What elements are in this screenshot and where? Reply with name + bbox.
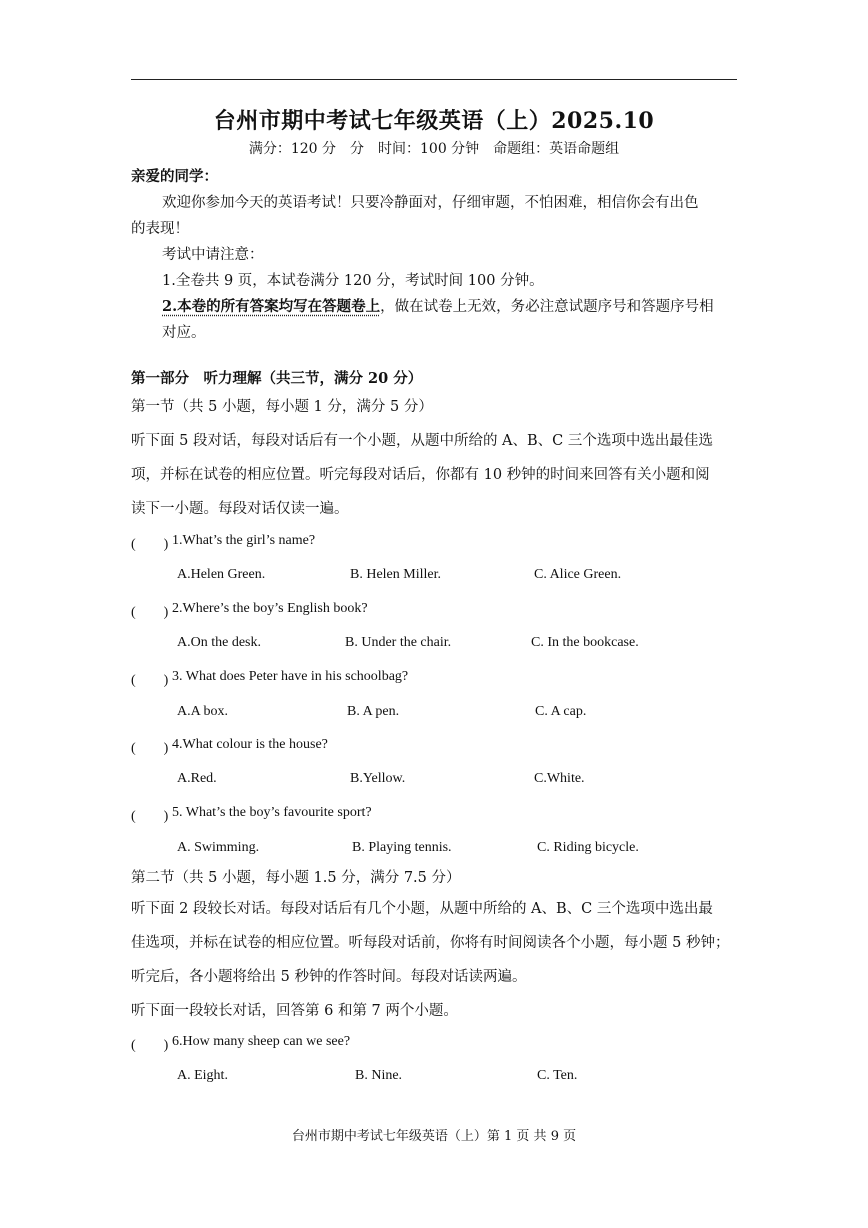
option-c: C. Riding bicycle. (537, 840, 639, 855)
notice-2-emphasis: 2.本卷的所有答案均写在答题卷上 (162, 298, 381, 315)
section1-instruction-1: 听下面 5 段对话，每段对话后有一个小题，从题中所给的 A、B、C 三个选项中选出最佳选 (131, 433, 713, 449)
option-c: C. Alice Green. (534, 567, 622, 582)
section1-instruction-3: 读下一小题。每段对话仅读一遍。 (131, 501, 349, 517)
section2-lead: 听下面一段较长对话，回答第 6 和第 7 两个小题。 (131, 1003, 458, 1019)
question-stem: 1.What’s the girl’s name? (172, 533, 316, 548)
part1-heading: 第一部分 听力理解（共三节，满分 20 分） (131, 370, 423, 387)
exam-info: 满分：120 分 分 时间：100 分钟 命题组：英语命题组 (248, 141, 620, 157)
section2-title: 第二节（共 5 小题，每小题 1.5 分，满分 7.5 分） (131, 870, 461, 886)
option-a: A. Swimming. (177, 840, 260, 855)
option-a: A. Eight. (177, 1068, 228, 1083)
option-b: B. Helen Miller. (350, 567, 441, 582)
page-footer: 台州市期中考试七年级英语（上）第 1 页 共 9 页 (291, 1129, 577, 1144)
option-c: C. A cap. (535, 704, 587, 719)
option-a: A.Red. (177, 771, 217, 786)
question-stem: 5. What’s the boy’s favourite sport? (172, 805, 372, 820)
section1-title: 第一节（共 5 小题，每小题 1 分，满分 5 分） (131, 399, 433, 415)
option-c: C.White. (534, 771, 585, 786)
section2-instruction-1: 听下面 2 段较长对话。每段对话后有几个小题，从题中所给的 A、B、C 三个选项中选出最 (131, 901, 713, 917)
section1-instruction-2: 项，并标在试卷的相应位置。听完每段对话后，你都有 10 秒钟的时间来回答有关小题和阅 (131, 467, 710, 483)
notice-title: 考试中请注意： (162, 247, 264, 263)
question-stem: 2.Where’s the boy’s English book? (172, 601, 368, 616)
notice-2 (162, 295, 714, 316)
answer-bracket[interactable]: ( ) (131, 537, 169, 552)
section2-instruction-3: 听完后，各小题将给出 5 秒钟的作答时间。每段对话读两遍。 (131, 969, 527, 985)
option-b: B. Under the chair. (345, 635, 452, 650)
option-b: B. Playing tennis. (352, 840, 452, 855)
option-c: C. In the bookcase. (531, 635, 639, 650)
question-stem: 3. What does Peter have in his schoolbag? (172, 669, 409, 684)
answer-bracket[interactable]: ( ) (131, 605, 169, 620)
answer-bracket[interactable]: ( ) (131, 673, 169, 688)
answer-bracket[interactable]: ( ) (131, 741, 169, 756)
section2-instruction-2: 佳选项，并标在试卷的相应位置。听每段对话前，你将有时间阅读各个小题，每小题 5 秒钟； (131, 935, 730, 951)
question-stem: 4.What colour is the house? (172, 737, 328, 752)
question-stem: 6.How many sheep can we see? (172, 1034, 351, 1049)
option-b: B.Yellow. (350, 771, 406, 786)
option-b: B. Nine. (355, 1068, 403, 1083)
option-a: A.A box. (177, 704, 228, 719)
greeting: 亲爱的同学： (131, 168, 218, 185)
option-a: A.On the desk. (177, 635, 261, 650)
option-b: B. A pen. (347, 704, 400, 719)
notice-2-continued: 对应。 (162, 325, 206, 341)
top-rule (131, 79, 737, 80)
welcome-line-1: 欢迎你参加今天的英语考试！只要冷静面对，仔细审题，不怕困难，相信你会有出色 (162, 195, 699, 211)
notice-1: 1.全卷共 9 页，本试卷满分 120 分，考试时间 100 分钟。 (162, 273, 544, 289)
notice-2-rest: ，做在试卷上无效，务必注意试题序号和答题序号相 (380, 299, 714, 315)
answer-bracket[interactable]: ( ) (131, 1038, 169, 1053)
welcome-line-2: 的表现！ (131, 221, 189, 237)
option-c: C. Ten. (537, 1068, 578, 1083)
page-title: 台州市期中考试七年级英语（上）2025.10 (213, 108, 655, 134)
answer-bracket[interactable]: ( ) (131, 809, 169, 824)
option-a: A.Helen Green. (177, 567, 266, 582)
